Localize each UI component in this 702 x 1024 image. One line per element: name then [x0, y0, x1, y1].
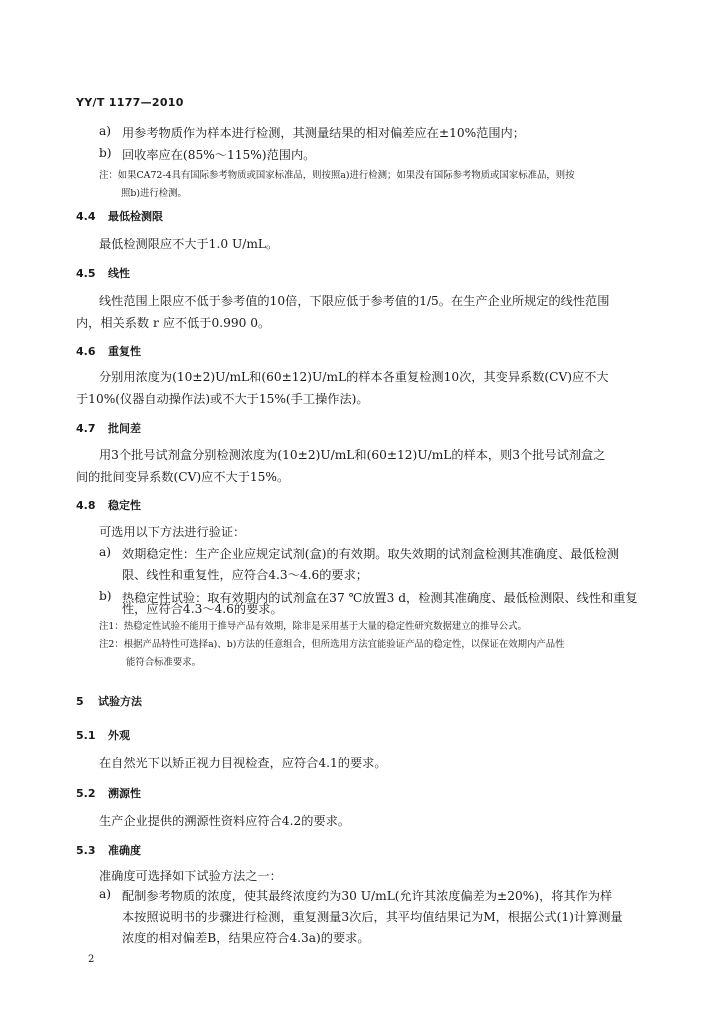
chapter-number: 5 [76, 695, 84, 708]
list-marker-b: b) [99, 589, 112, 603]
section-number: 5.1 [76, 729, 96, 742]
linearity-text-line2: 内，相关系数 r 应不低于0.990 0。 [76, 316, 271, 330]
section-heading-5-2 [76, 785, 141, 801]
list-marker-a: a) [99, 545, 112, 559]
detection-limit-text: 最低检测限应不大于1.0 U/mL。 [99, 237, 279, 251]
appearance-test-text: 在自然光下以矫正视力目视检查，应符合4.1的要求。 [99, 756, 387, 770]
stability-intro: 可选用以下方法进行验证： [99, 525, 246, 539]
section-heading-5-1 [76, 727, 130, 743]
document-code: YY/T 1177—2010 [76, 96, 184, 109]
stability-item-b-line1: 热稳定性试验：取有效期内的试剂盒在37 ℃放置3 d，检测其准确度、最低检测限、线性和重复 [122, 591, 638, 605]
section-number: 4.5 [76, 267, 96, 280]
section-number: 5.2 [76, 787, 96, 800]
section-heading-4-5 [76, 265, 130, 281]
chapter-title: 试验方法 [98, 695, 142, 708]
list-marker-a: a) [99, 887, 112, 901]
accuracy-note-line2: 照b)进行检测。 [121, 188, 187, 199]
section-title: 溯源性 [108, 787, 141, 800]
section-title: 稳定性 [108, 499, 141, 512]
traceability-test-text: 生产企业提供的溯源性资料应符合4.2的要求。 [99, 814, 350, 828]
stability-note-2-line2: 能符合标准要求。 [126, 657, 202, 668]
repeatability-text-line2: 于10%(仪器自动操作法)或不大于15%(手工操作法)。 [76, 392, 369, 406]
stability-item-a-line1: 效期稳定性：生产企业应规定试剂(盒)的有效期。取失效期的试剂盒检测其准确度、最低检测 [122, 547, 620, 561]
lot-variation-text-line2: 间的批间变异系数(CV)应不大于15%。 [76, 470, 290, 484]
section-number: 4.6 [76, 345, 96, 358]
section-heading-4-6 [76, 343, 141, 359]
chapter-heading-5 [76, 693, 142, 709]
list-marker-a: a) [99, 124, 112, 138]
accuracy-test-intro: 准确度可选择如下试验方法之一： [99, 869, 282, 883]
list-marker-b: b) [99, 146, 112, 160]
section-heading-4-8 [76, 497, 141, 513]
accuracy-test-item-a-line2: 本按照说明书的步骤进行检测，重复测量3次后，其平均值结果记为M，根据公式(1)计算测量 [122, 910, 623, 924]
stability-item-a-line2: 限、线性和重复性，应符合4.3～4.6的要求； [122, 568, 368, 582]
section-title: 最低检测限 [108, 210, 163, 223]
section-title: 准确度 [108, 844, 141, 857]
section-title: 批间差 [108, 422, 141, 435]
accuracy-test-item-a-line3: 浓度的相对偏差B，结果应符合4.3a)的要求。 [122, 931, 370, 945]
accuracy-test-item-a-line1: 配制参考物质的浓度，使其最终浓度约为30 U/mL(允许其浓度偏差为±20%)，将其作为样 [122, 889, 613, 903]
section-title: 线性 [108, 267, 130, 280]
repeatability-text-line1: 分别用浓度为(10±2)U/mL和(60±12)U/mL的样本各重复检测10次，其变异系数(CV)应不大 [99, 370, 609, 384]
section-heading-4-7 [76, 420, 141, 436]
section-number: 4.7 [76, 422, 96, 435]
linearity-text-line1: 线性范围上限应不低于参考值的10倍，下限应低于参考值的1/5。在生产企业所规定的线性范围 [99, 294, 610, 308]
lot-variation-text-line1: 用3个批号试剂盒分别检测浓度为(10±2)U/mL和(60±12)U/mL的样本，则3个批号试剂盒之 [99, 448, 606, 462]
stability-item-b-line2: 性，应符合4.3～4.6的要求。 [122, 602, 283, 616]
section-title: 重复性 [108, 345, 141, 358]
section-title: 外观 [108, 729, 130, 742]
section-number: 5.3 [76, 844, 96, 857]
accuracy-note-line1: 注：如果CA72-4具有国际参考物质或国家标准品，则按照a)进行检测；如果没有国际参考物质或国家标准品，则按 [99, 170, 575, 181]
accuracy-item-a: 用参考物质作为样本进行检测，其测量结果的相对偏差应在±10%范围内； [122, 126, 525, 140]
stability-note-1: 注1：热稳定性试验不能用于推导产品有效期，除非是采用基于大量的稳定性研究数据建立的推导公式。 [99, 621, 527, 632]
section-heading-4-4 [76, 208, 163, 224]
accuracy-item-b: 回收率应在(85%～115%)范围内。 [122, 148, 316, 162]
section-number: 4.4 [76, 210, 96, 223]
section-number: 4.8 [76, 499, 96, 512]
stability-note-2-line1: 注2：根据产品特性可选择a)、b)方法的任意组合，但所选用方法宜能验证产品的稳定性，以保证在效期内产品性 [99, 639, 565, 650]
section-heading-5-3 [76, 842, 141, 858]
page-number: 2 [88, 954, 95, 965]
